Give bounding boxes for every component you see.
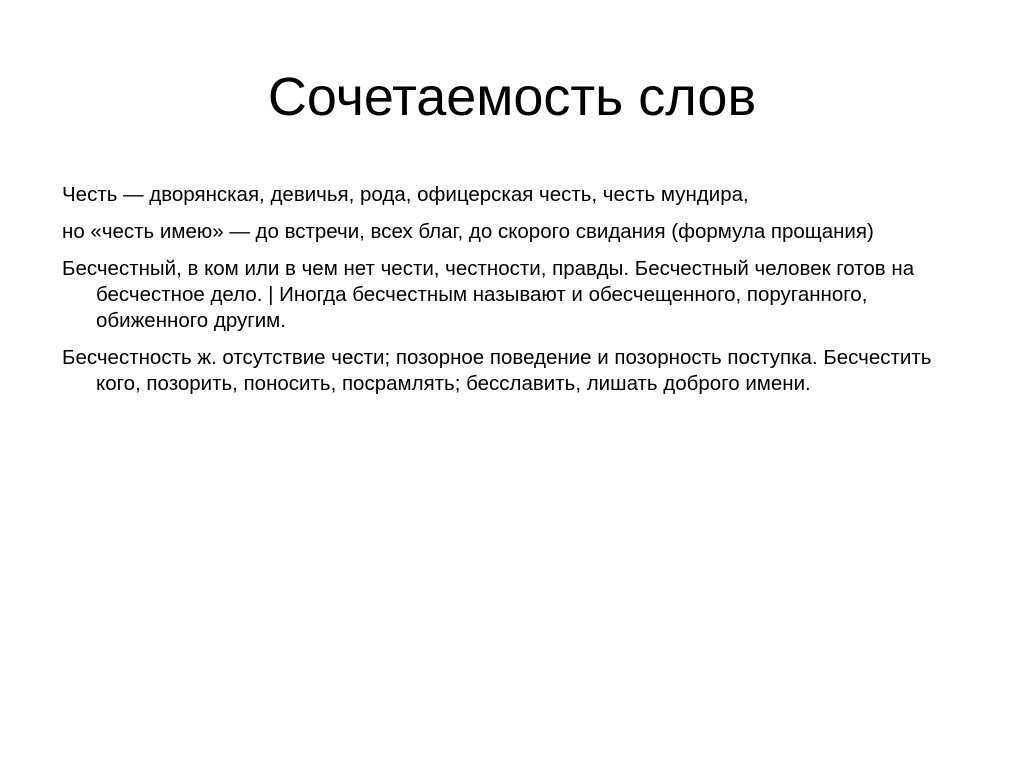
paragraph-farewell-formula: но «честь имею» — до встречи, всех благ, до скорого свидания (формула прощания) bbox=[62, 220, 874, 243]
slide-body bbox=[62, 182, 962, 408]
paragraph-dishonesty: Бесчестность ж. отсутствие чести; позорное поведение и позорность поступка. Бесчестить кого, позорить, поносить, посрамлять; бесславить, лишать доброго имени. bbox=[62, 346, 932, 395]
slide-title: Сочетаемость слов bbox=[267, 67, 757, 127]
paragraph-dishonest: Бесчестный, в ком или в чем нет чести, честности, правды. Бесчестный человек готов на бесчестное дело. | Иногда бесчестным называют и обесчещенного, поруганного, обиженного другим. bbox=[62, 257, 915, 332]
paragraph-honor-phrases: Честь — дворянская, девичья, рода, офицерская честь, честь мундира, bbox=[62, 183, 749, 206]
